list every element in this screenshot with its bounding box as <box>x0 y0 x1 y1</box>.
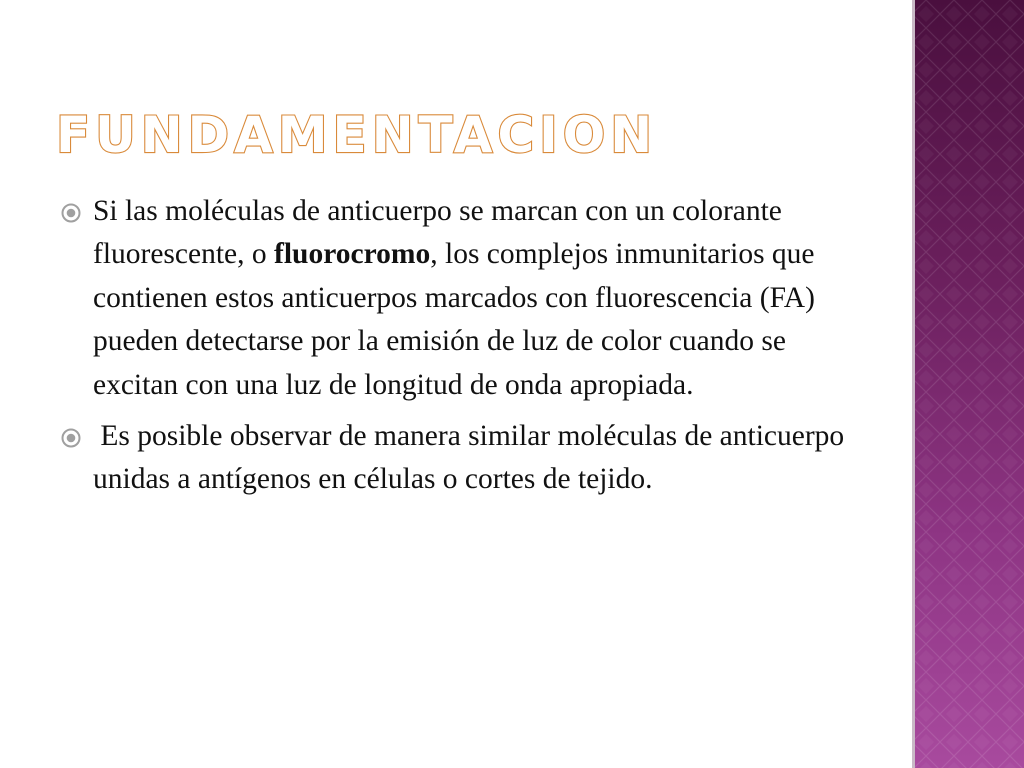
bullet-text-start: Es posible observar de manera similar moléculas de anticuerpo unidas a antígenos en células o cortes de tejido. <box>93 420 852 496</box>
bullet-bold-term: fluorocromo <box>274 238 431 271</box>
list-item <box>60 190 850 407</box>
bullet-text-start: Si las moléculas de anticuerpo se marcan con un colorante fluorescente, o <box>93 195 782 271</box>
slide-title-text: FUNDAMENTACION <box>56 106 658 164</box>
radio-bullet-icon <box>60 427 82 449</box>
side-band-edge <box>912 0 915 768</box>
bullet-text-end: , los complejos inmunitarios que contienen estos anticuerpos marcados con fluorescencia (FA) pueden detectarse por la emisión de luz de color cuando se excitan con una luz de longitud de onda apropiada. <box>93 238 815 401</box>
bullet-text <box>93 195 815 401</box>
radio-bullet-icon <box>60 202 82 224</box>
list-item <box>60 415 850 502</box>
bullet-text <box>93 420 852 495</box>
bullet-list <box>60 190 850 510</box>
diamond-pattern <box>912 0 1024 768</box>
slide-title <box>56 100 896 166</box>
decorative-side-band <box>912 0 1024 768</box>
